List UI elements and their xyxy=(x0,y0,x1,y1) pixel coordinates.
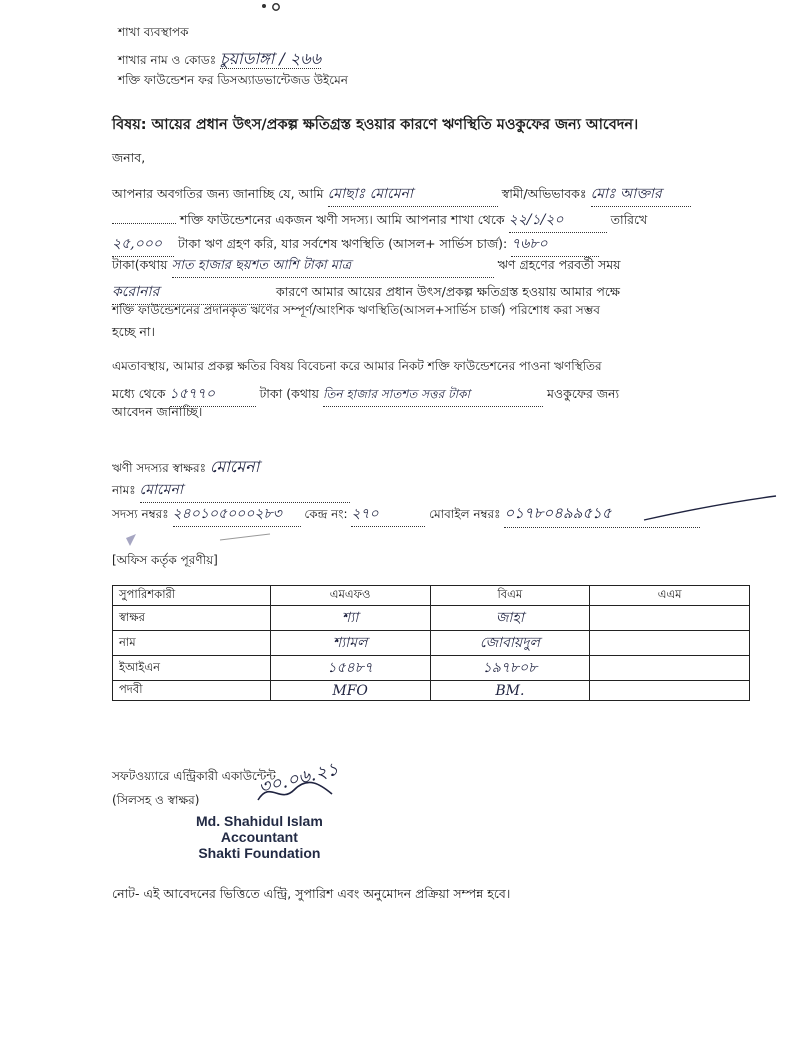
body-line-7: হচ্ছে না। xyxy=(112,324,155,339)
body-text: তারিখে xyxy=(610,212,648,227)
table-cell xyxy=(590,606,750,631)
body-text: মধ্যে থেকে xyxy=(112,386,166,401)
loan-amount-value: ২৫,০০০ xyxy=(112,232,174,257)
guardian-name-value: মোঃ আক্তার xyxy=(591,182,691,207)
applicant-name-value: মোছাঃ মোমেনা xyxy=(328,182,498,207)
table-cell: MFO xyxy=(270,681,430,701)
table-header-cell: এএম xyxy=(590,586,750,606)
member-id-label: সদস্য নম্বরঃ xyxy=(112,507,169,521)
body-line-1 xyxy=(112,182,691,207)
branch-value: চুয়াডাঙ্গা / ২৬৬ xyxy=(219,49,322,68)
stamp-org: Shakti Foundation xyxy=(198,845,321,861)
ink-dot-mark xyxy=(258,0,288,14)
body-text: স্বামী/অভিভাবকঃ xyxy=(501,186,587,201)
table-cell: জাহা xyxy=(430,606,590,631)
loan-balance-value: ৭৬৮০ xyxy=(511,232,599,257)
loan-date-value: ২২/১/২০ xyxy=(509,208,607,233)
table-cell: শ্যামল xyxy=(270,631,430,656)
body-line-10: আবেদন জানাচ্ছি। xyxy=(112,404,203,419)
waiver-in-words-value: তিন হাজার সাতশত সত্তর টাকা xyxy=(323,386,543,407)
body-line-8: এমতাবস্থায়, আমার প্রকল্প ক্ষতির বিষয় বিবেচনা করে আমার নিকট শক্তি ফাউন্ডেশনের পাওনা ঋণস্থিতির xyxy=(112,359,602,373)
accountant-seal-note: (সিলসহ ও স্বাক্ষর) xyxy=(112,793,200,807)
pen-mark xyxy=(120,526,280,550)
table-cell: ১৫৪৮৭ xyxy=(270,656,430,681)
salutation: জনাব, xyxy=(112,150,146,165)
table-header-cell: বিএম xyxy=(430,586,590,606)
office-use-note: [অফিস কর্তৃক পূরণীয়] xyxy=(112,553,218,567)
waiver-amount-value: ১৫৭৭০ xyxy=(170,382,256,407)
table-row xyxy=(113,606,750,631)
member-name-value: মোমেনা xyxy=(140,478,350,503)
body-text: টাকা ঋণ গ্রহণ করি, যার সর্বশেষ ঋণস্থিতি (আসল+ সার্ভিস চার্জ): xyxy=(177,236,508,251)
table-cell: ১৯৭৮০৮ xyxy=(430,656,590,681)
org-line: শক্তি ফাউন্ডেশন ফর ডিসঅ্যাডভান্টেজড উইমেন xyxy=(118,73,348,87)
table-cell xyxy=(590,656,750,681)
body-text: আপনার অবগতির জন্য জানাচ্ছি যে, আমি xyxy=(112,186,324,201)
body-line-2 xyxy=(112,208,647,233)
footer-note: নোট- এই আবেদনের ভিত্তিতে এন্ট্রি, সুপারিশ এবং অনুমোদন প্রক্রিয়া সম্পন্ন হবে। xyxy=(112,886,511,901)
table-row xyxy=(113,631,750,656)
stamp-role: Accountant xyxy=(220,829,298,845)
body-text: টাকা(কথায় xyxy=(112,257,168,272)
body-text: ঋণ গ্রহণের পরবর্তী সময় xyxy=(497,257,621,272)
table-row xyxy=(113,681,750,701)
accountant-stamp xyxy=(196,813,323,861)
body-text: মওকুফের জন্য xyxy=(546,386,620,401)
stamp-name: Md. Shahidul Islam xyxy=(196,813,323,829)
body-text: কারণে আমার আয়ের প্রধান উৎস/প্রকল্প ক্ষতিগ্রস্ত হওয়ায় আমার পক্ষে xyxy=(275,284,620,299)
member-id-line xyxy=(112,502,700,528)
center-value: ২৭০ xyxy=(351,502,425,527)
reason-value: করোনার xyxy=(112,280,272,305)
branch-label: শাখার নাম ও কোডঃ xyxy=(118,53,217,67)
member-name-line xyxy=(112,478,350,503)
center-label: কেন্দ্র নং: xyxy=(304,507,348,521)
row-label: ইআইএন xyxy=(113,656,271,681)
table-cell xyxy=(590,681,750,701)
addressee-line: শাখা ব্যবস্থাপক xyxy=(118,25,189,39)
body-line-3 xyxy=(112,232,599,257)
body-line-6: শক্তি ফাউন্ডেশনের প্রদানকৃত ঋণের সম্পূর্ণ/আংশিক ঋণস্থিতি(আসল+সার্ভিস চার্জ) পরিশোধ করা সম্ভব xyxy=(112,303,600,317)
branch-line xyxy=(118,46,321,73)
member-id-value: ২৪০১০৫০০০২৮৩ xyxy=(173,502,301,527)
body-text: টাকা (কথায় xyxy=(259,386,319,401)
mobile-label: মোবাইল নম্বরঃ xyxy=(429,507,501,521)
row-label: পদবী xyxy=(113,681,271,701)
member-signature: মোমেনা xyxy=(209,457,260,476)
table-header-cell: সুপারিশকারী xyxy=(113,586,271,606)
table-cell: জোবায়দুল xyxy=(430,631,590,656)
subject-line: বিষয়: আয়ের প্রধান উৎস/প্রকল্প ক্ষতিগ্রস্ত হওয়ার কারণে ঋণস্থিতি মওকুফের জন্য আবেদন। xyxy=(112,117,639,133)
accountant-date-handwritten: ৩০.০৬.২১ xyxy=(256,758,341,799)
row-label: স্বাক্ষর xyxy=(113,606,271,631)
table-row xyxy=(113,656,750,681)
member-name-label: নামঃ xyxy=(112,483,136,497)
body-text: শক্তি ফাউন্ডেশনের একজন ঋণী সদস্য। আমি আপনার শাখা থেকে xyxy=(179,212,505,227)
table-cell: BM. xyxy=(430,681,590,701)
balance-in-words-value: সাত হাজার ছয়শত আশি টাকা মাত্র xyxy=(172,256,494,278)
table-cell: শ্যা xyxy=(270,606,430,631)
body-line-4 xyxy=(112,256,621,278)
table-header-row xyxy=(113,586,750,606)
member-signature-label: ঋণী সদস্যর স্বাক্ষরঃ xyxy=(112,461,206,475)
table-header-cell: এমএফও xyxy=(270,586,430,606)
row-label: নাম xyxy=(113,631,271,656)
accountant-title: সফটওয়্যারে এন্ট্রিকারী একাউন্টেন্ট xyxy=(112,769,276,783)
table-cell xyxy=(590,631,750,656)
recommendation-table xyxy=(112,585,750,701)
blank-dots xyxy=(112,223,176,224)
mobile-value: ০১৭৮০৪৯৯৫১৫ xyxy=(504,502,700,528)
member-signature-line xyxy=(112,454,259,481)
